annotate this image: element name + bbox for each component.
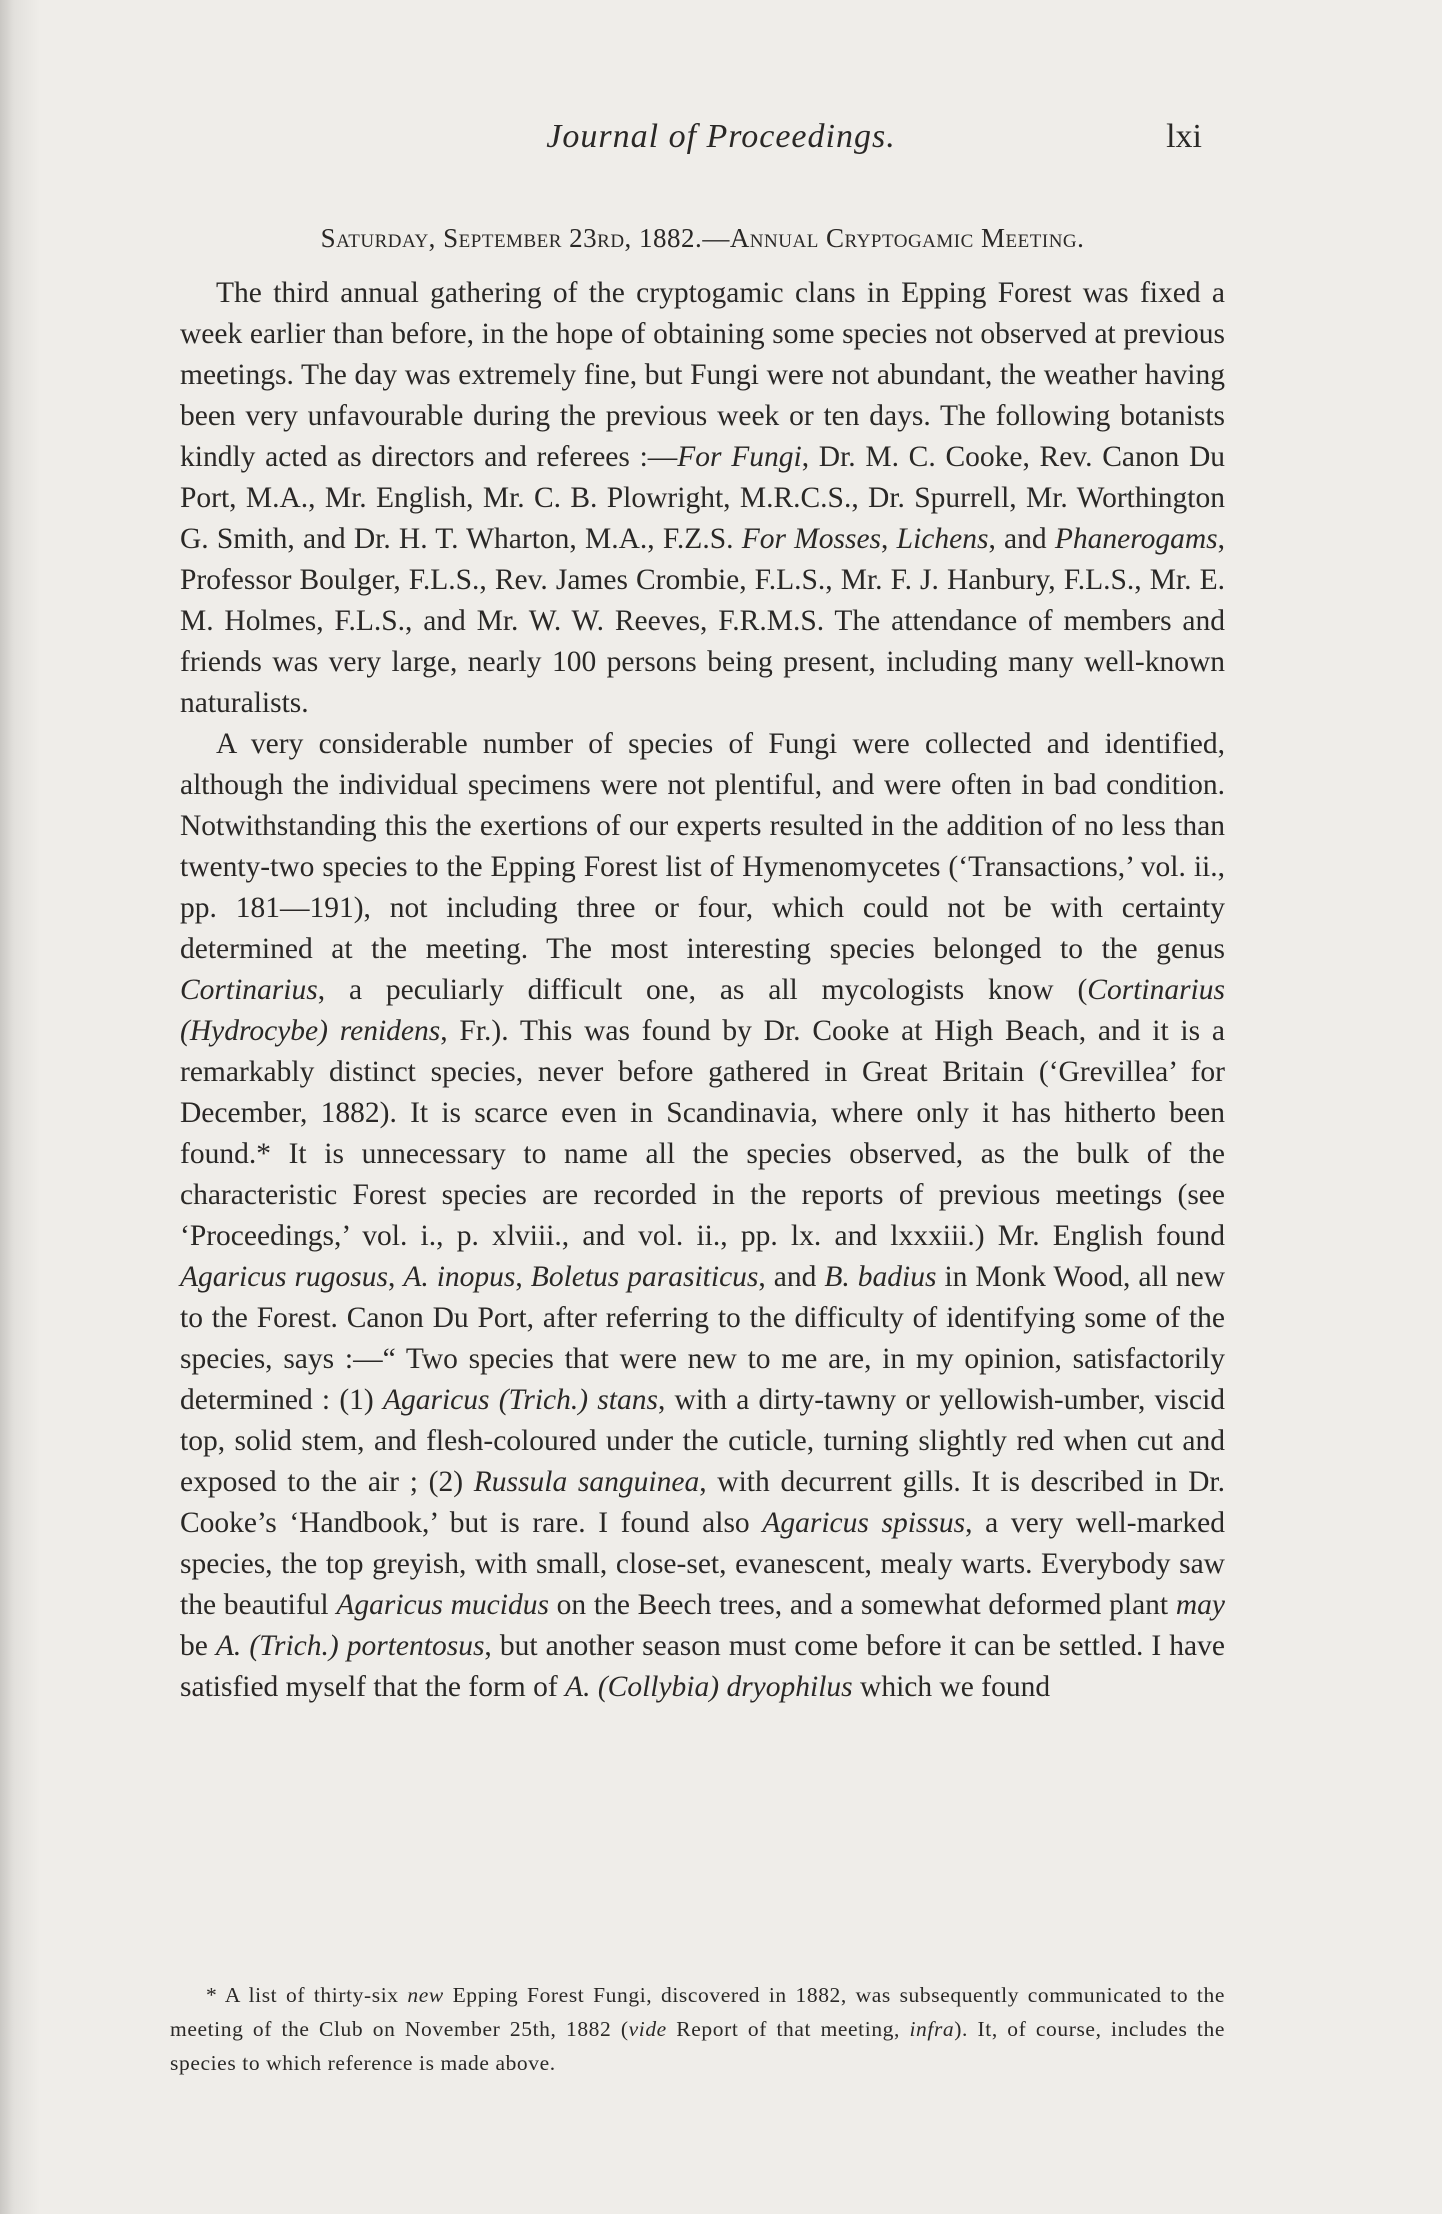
italic-run: Agaricus mucidus: [336, 1589, 549, 1621]
text-run: Epping Forest Fungi, discovered in 1882, was subsequently communicated to the meeting of the Club on November 25th, 1882 (: [170, 1983, 1225, 2041]
text-run: Report of that meeting,: [666, 2017, 910, 2041]
page-number: lxi: [1166, 118, 1202, 155]
paragraph-2: [180, 724, 1225, 1708]
italic-run: Boletus parasiticus: [530, 1261, 759, 1293]
text-run: ,: [515, 1261, 531, 1293]
italic-run: vide: [628, 2017, 667, 2041]
italic-run: Phanerogams: [1054, 523, 1218, 555]
heading-date: Saturday, September 23rd, 1882.: [320, 223, 703, 253]
italic-run: Lichens: [896, 523, 989, 555]
text-run: , with a dirty-tawny or yellowish-umber, viscid top, solid stem, and flesh-coloured under the cuticle, turning slightly red when cut and exposed to the air ; (2): [180, 1384, 1226, 1498]
heading-title: —Annual Cryptogamic Meeting.: [702, 223, 1085, 253]
running-title: Journal of Proceedings.: [546, 118, 896, 155]
italic-run: Agaricus rugosus: [180, 1261, 388, 1293]
text-run: in Monk Wood, all new to the Forest. Canon Du Port, after referring to the difficulty of identifying some of the species, says :—“ Two species that were new to me are, in my opinion, satisfactorily determined : (1): [180, 1261, 1226, 1416]
italic-run: new: [407, 1983, 444, 2007]
text-run: on the Beech trees, and a somewhat deformed plant: [548, 1589, 1176, 1621]
text-run: ). It, of course, includes the species to which reference is made above.: [170, 2017, 1225, 2075]
text-run: ,: [387, 1261, 404, 1293]
article-body: [180, 218, 1225, 1708]
text-run: , a very well-marked species, the top greyish, with small, close-set, evanescent, mealy warts. Everybody saw the beautiful: [180, 1507, 1225, 1621]
paragraph-1: [180, 273, 1225, 724]
italic-run: Agaricus spissus: [762, 1507, 966, 1539]
text-run: * A list of thirty-six: [206, 1983, 408, 2007]
italic-run: Agaricus (Trich.) stans: [382, 1384, 658, 1416]
italic-run: infra: [909, 2017, 955, 2041]
text-run: The third annual gathering of the cryptogamic clans in Epping Forest was fixed a week earlier than before, in the hope of obtaining some species not observed at previous meetings. The day was extremely fine, but Fungi were not abundant, the weather having been very unfavourable during the previous week or ten days. The following botanists kindly acted as directors and referees :—: [180, 277, 1225, 473]
italic-run: Cortinarius (Hydrocybe) renidens: [180, 974, 1225, 1047]
italic-run: A. inopus: [403, 1261, 516, 1293]
text-run: , with decurrent gills. It is described in Dr. Cooke’s ‘Handbook,’ but is rare. I found also: [180, 1466, 1225, 1539]
text-run: ,: [881, 523, 897, 555]
page-header: [0, 118, 1442, 168]
text-run: A very considerable number of species of Fungi were collected and identified, although the individual specimens were not plentiful, and were often in bad condition. Notwithstanding this the exertions of our experts resulted in the addition of no less than twenty-two species to the Epping Forest list of Hymenomycetes (‘Transactions,’ vol. ii., pp. 181—191), not including three or four, which could not be with certainty determined at the meeting. The most interesting species belonged to the genus: [180, 728, 1225, 965]
text-run: which we found: [852, 1671, 1051, 1703]
italic-run: A. (Trich.) portentosus: [215, 1630, 485, 1662]
italic-run: A. (Collybia) dryophilus: [565, 1671, 853, 1703]
text-run: , and: [758, 1261, 825, 1293]
text-run: , Dr. M. C. Cooke, Rev. Canon Du Port, M.A., Mr. English, Mr. C. B. Plowright, M.R.C.S., Dr. Spurrell, Mr. Worthington G. Smith, and Dr. H. T. Wharton, M.A., F.Z.S.: [180, 441, 1226, 555]
text-run: , a peculiarly difficult one, as all mycologists know (: [317, 974, 1088, 1006]
italic-run: may: [1175, 1589, 1226, 1621]
text-run: , but another season must come before it can be settled. I have satisfied myself that the form of: [180, 1630, 1225, 1703]
text-run: , Professor Boulger, F.L.S., Rev. James Crombie, F.L.S., Mr. F. J. Hanbury, F.L.S., Mr. E. M. Holmes, F.L.S., and Mr. W. W. Reeves, F.R.M.S. The attendance of members and friends was very large, nearly 100 persons being present, including many well-known naturalists.: [180, 523, 1226, 719]
italic-run: For Fungi: [677, 441, 802, 473]
footnote-text: [170, 1978, 1225, 2080]
text-run: , Fr.). This was found by Dr. Cooke at High Beach, and it is a remarkably distinct species, never before gathered in Great Britain (‘Grevillea’ for December, 1882). It is scarce even in Scandinavia, where only it has hitherto been found.* It is unnecessary to name all the species observed, as the bulk of the characteristic Forest species are recorded in the reports of previous meetings (see ‘Proceedings,’ vol. i., p. xlviii., and vol. ii., pp. lx. and lxxxiii.) Mr. English found: [180, 1015, 1225, 1252]
text-run: be: [180, 1630, 216, 1662]
italic-run: For Mosses: [741, 523, 882, 555]
text-run: , and: [988, 523, 1055, 555]
italic-run: B. badius: [824, 1261, 937, 1293]
section-heading: [180, 218, 1225, 259]
italic-run: Russula sanguinea: [473, 1466, 700, 1498]
italic-run: Cortinarius: [180, 974, 318, 1006]
footnote: [170, 1978, 1225, 2080]
